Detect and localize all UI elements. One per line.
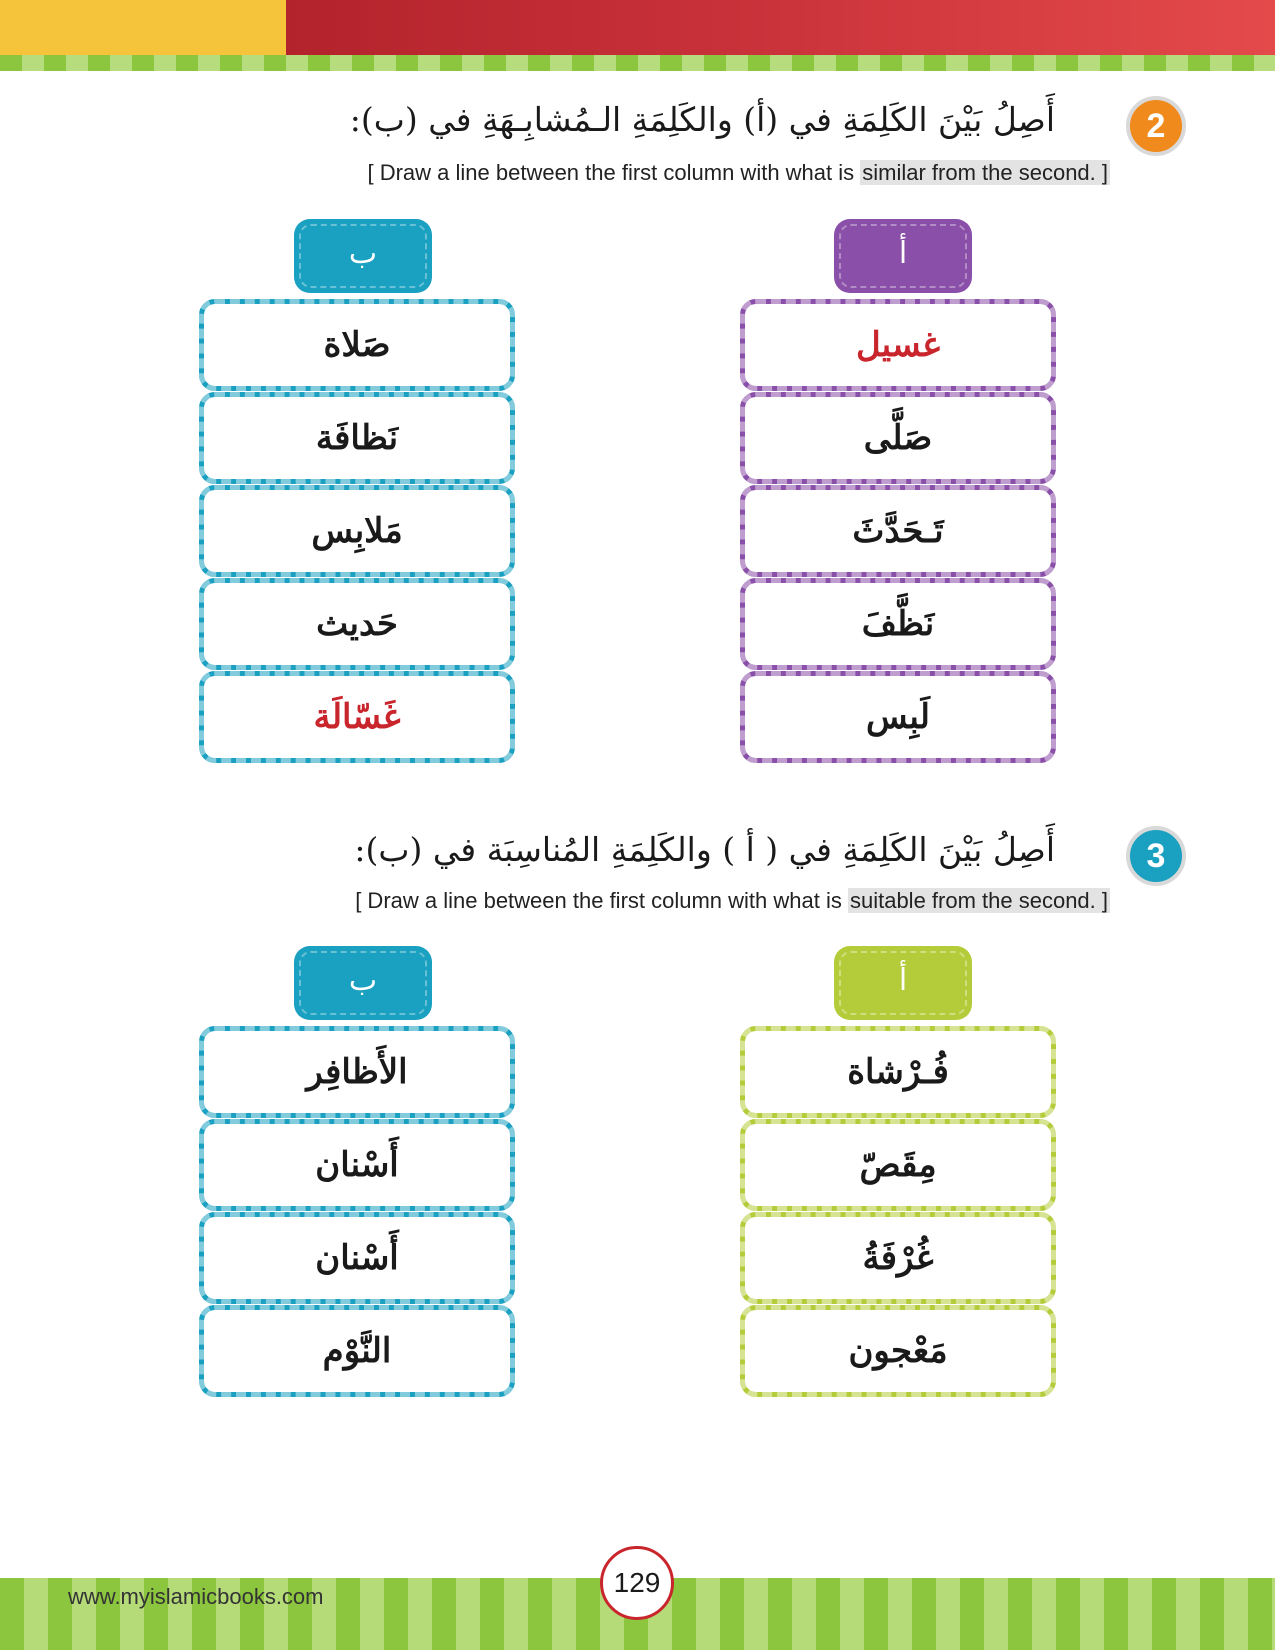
exercise-2-a-item-example[interactable]: غسيل bbox=[740, 299, 1056, 391]
exercise-2-instruction bbox=[367, 160, 1110, 186]
exercise-2-number-badge: 2 bbox=[1126, 96, 1186, 156]
exercise-2-b-item[interactable]: نَظافَة bbox=[199, 392, 515, 484]
exercise-2-a-item[interactable]: نَظَّفَ bbox=[740, 578, 1056, 670]
exercise-3-column-a-tab: أ bbox=[834, 946, 972, 1020]
exercise-3-b-item[interactable]: النَّوْم bbox=[199, 1305, 515, 1397]
exercise-3-a-item[interactable]: مَعْجون bbox=[740, 1305, 1056, 1397]
exercise-2-title: أَصِلُ بَيْنَ الكَلِمَةِ في (أ) والكَلِمَةِ الـمُشابِـهَةِ في (ب): bbox=[349, 100, 1055, 139]
exercise-3-instruction-highlight: suitable from the second. ] bbox=[849, 888, 1108, 913]
exercise-3-a-item[interactable]: مِقَصّ bbox=[740, 1119, 1056, 1211]
footer-website-url: www.myislamicbooks.com bbox=[68, 1584, 324, 1609]
exercise-2-b-item[interactable]: حَديث bbox=[199, 578, 515, 670]
exercise-2-a-item[interactable]: لَبِس bbox=[740, 671, 1056, 763]
exercise-2-a-item[interactable]: تَـحَدَّثَ bbox=[740, 485, 1056, 577]
exercise-2-b-item[interactable]: مَلابِس bbox=[199, 485, 515, 577]
exercise-2-column-a-tab: أ bbox=[834, 219, 972, 293]
exercise-3-b-item[interactable]: أَسْنان bbox=[199, 1212, 515, 1304]
exercise-2-instruction-highlight: similar from the second. ] bbox=[862, 160, 1108, 185]
exercise-3-a-item[interactable]: فُـرْشاة bbox=[740, 1026, 1056, 1118]
header-yellow-bar bbox=[0, 0, 286, 55]
exercise-3-number-badge: 3 bbox=[1126, 826, 1186, 886]
exercise-2-b-item-example[interactable]: غَسّالَة bbox=[199, 671, 515, 763]
exercise-3-title: أَصِلُ بَيْنَ الكَلِمَةِ في ( أ ) والكَلِمَةِ المُناسِبَة في (ب): bbox=[354, 830, 1055, 869]
exercise-3-a-item[interactable]: غُرْفَةُ bbox=[740, 1212, 1056, 1304]
exercise-3-column-b-tab: ب bbox=[294, 946, 432, 1020]
exercise-3-instruction bbox=[355, 888, 1110, 914]
exercise-3-b-item[interactable]: أَسْنان bbox=[199, 1119, 515, 1211]
exercise-2-column-b-tab: ب bbox=[294, 219, 432, 293]
header-green-stripe bbox=[0, 55, 1275, 71]
exercise-3-instruction-text: [ Draw a line between the first column with what is bbox=[355, 888, 848, 913]
exercise-3-b-item[interactable]: الأَظافِر bbox=[199, 1026, 515, 1118]
exercise-2-a-item[interactable]: صَلَّى bbox=[740, 392, 1056, 484]
exercise-2-instruction-text: [ Draw a line between the first column with what is bbox=[367, 160, 861, 185]
header-red-bar bbox=[286, 0, 1275, 55]
page-number: 129 bbox=[600, 1546, 674, 1620]
exercise-2-b-item[interactable]: صَلاة bbox=[199, 299, 515, 391]
